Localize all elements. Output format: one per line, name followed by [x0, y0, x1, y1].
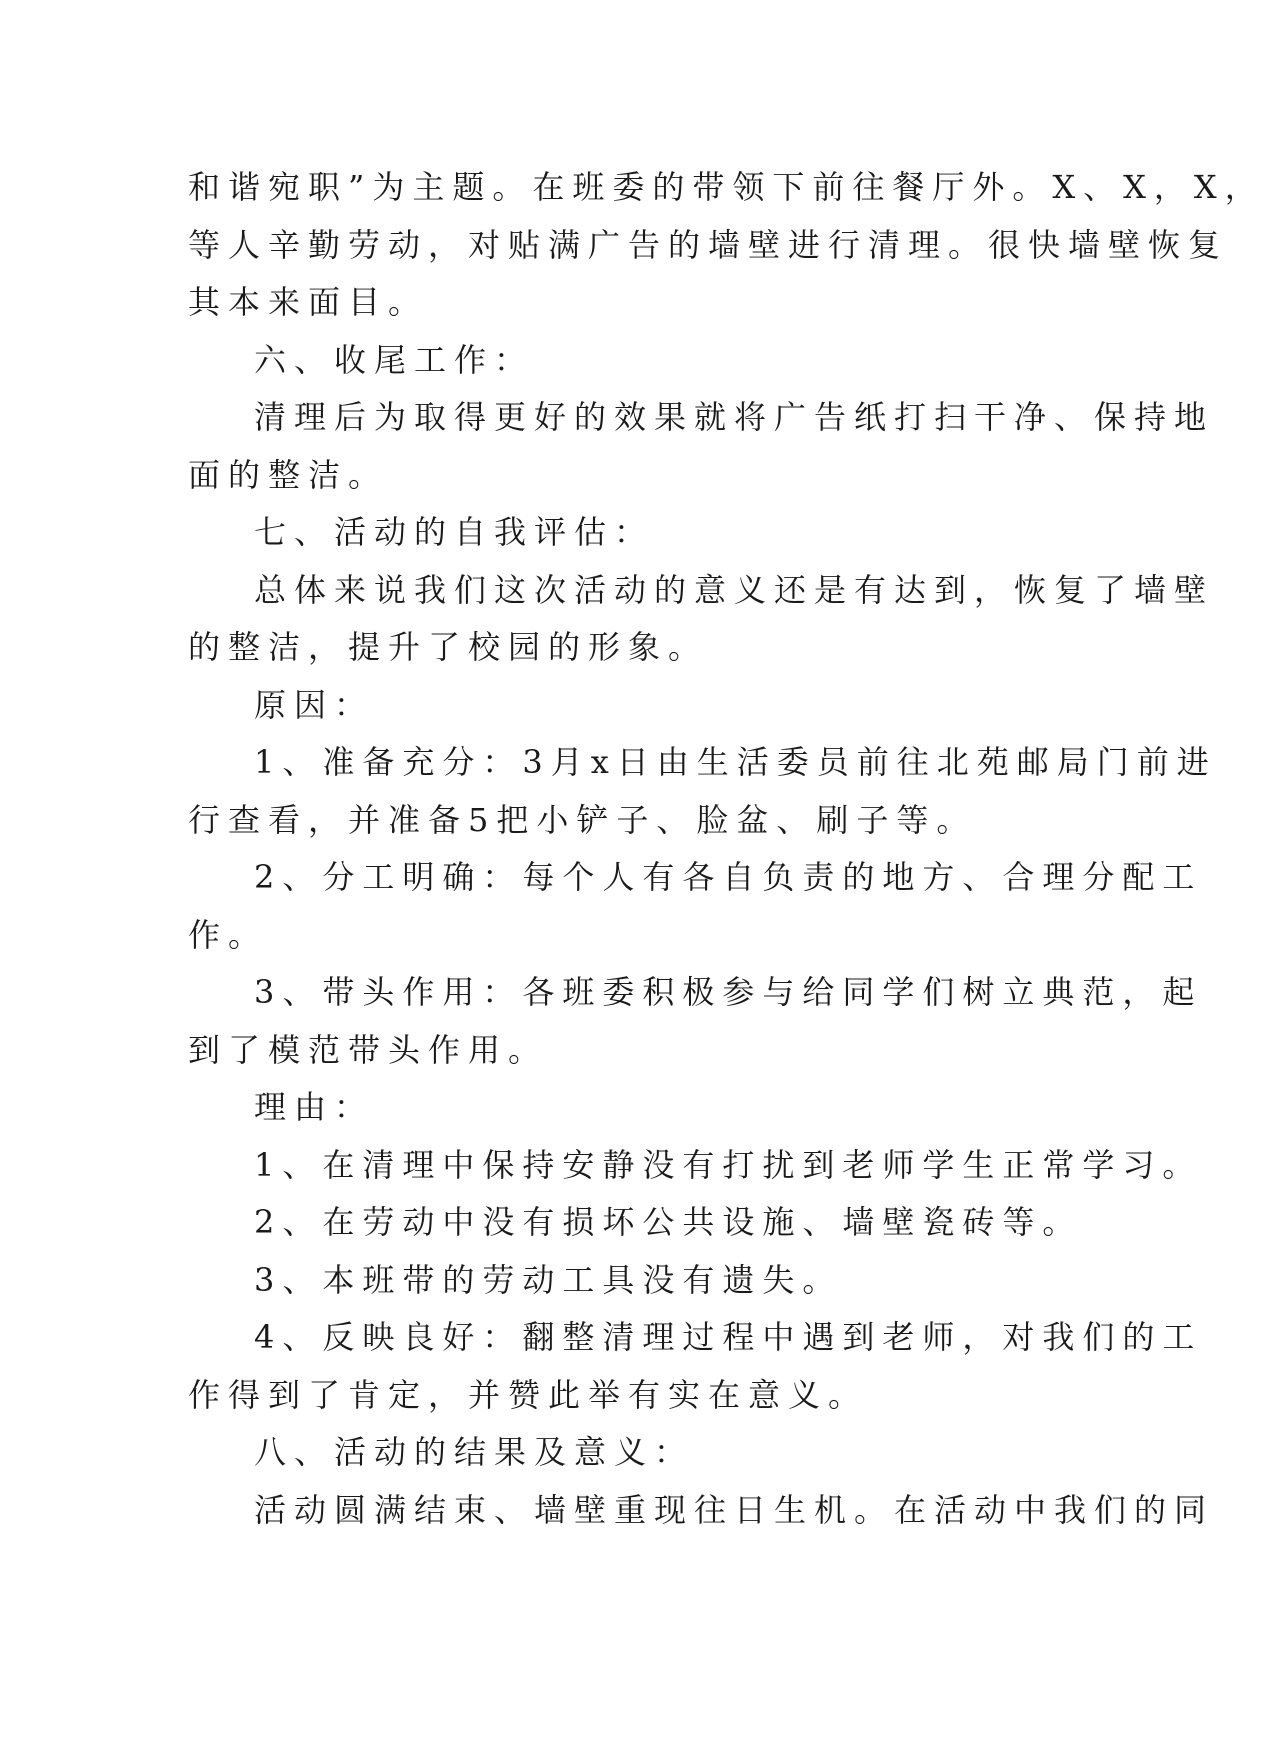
text-line: 总体来说我们这次活动的意义还是有达到，恢复了墙壁: [254, 570, 1215, 609]
subheading-reasons: 原因：: [254, 685, 375, 724]
section-heading-8: 八、活动的结果及意义：: [254, 1433, 695, 1471]
list-item: 3、本班带的劳动工具没有遗失。: [254, 1260, 843, 1299]
list-item: 1、准备充分：3月x日由生活委员前往北苑邮局门前进: [254, 743, 1217, 781]
text-line: 作。: [188, 915, 269, 954]
section-heading-6: 六、收尾工作：: [254, 340, 535, 379]
subheading-justification: 理由：: [254, 1088, 375, 1126]
text-line: 等人辛勤劳动，对贴满广告的墙壁进行清理。很快墙壁恢复: [188, 225, 1229, 264]
text-line: 行查看，并准备5把小铲子、脸盆、刷子等。: [188, 800, 977, 839]
list-item: 4、反映良好：翻整清理过程中遇到老师，对我们的工: [254, 1318, 1203, 1356]
text-line: 清理后为取得更好的效果就将广告纸打扫干净、保持地: [254, 398, 1215, 436]
text-line: 其本来面目。: [188, 283, 429, 321]
list-item: 3、带头作用：各班委积极参与给同学们树立典范，起: [254, 973, 1203, 1011]
document-body: [188, 159, 1265, 1539]
text-line: 活动圆满结束、墙壁重现往日生机。在活动中我们的同: [254, 1490, 1215, 1529]
text-line: 作得到了肯定，并赞此举有实在意义。: [188, 1375, 869, 1414]
text-line: 面的整洁。: [188, 455, 389, 494]
list-item: 2、分工明确：每个人有各自负责的地方、合理分配工: [254, 858, 1203, 896]
list-item: 2、在劳动中没有损坏公共设施、墙壁瓷砖等。: [254, 1203, 1083, 1241]
text-line: 和谐宛职”为主题。在班委的带领下前往餐厅外。X、X，X，: [188, 168, 1265, 206]
text-line: 到了模范带头作用。: [188, 1030, 549, 1069]
section-heading-7: 七、活动的自我评估：: [254, 513, 655, 551]
text-line: 的整洁，提升了校园的形象。: [188, 628, 709, 666]
list-item: 1、在清理中保持安静没有打扰到老师学生正常学习。: [254, 1145, 1203, 1184]
